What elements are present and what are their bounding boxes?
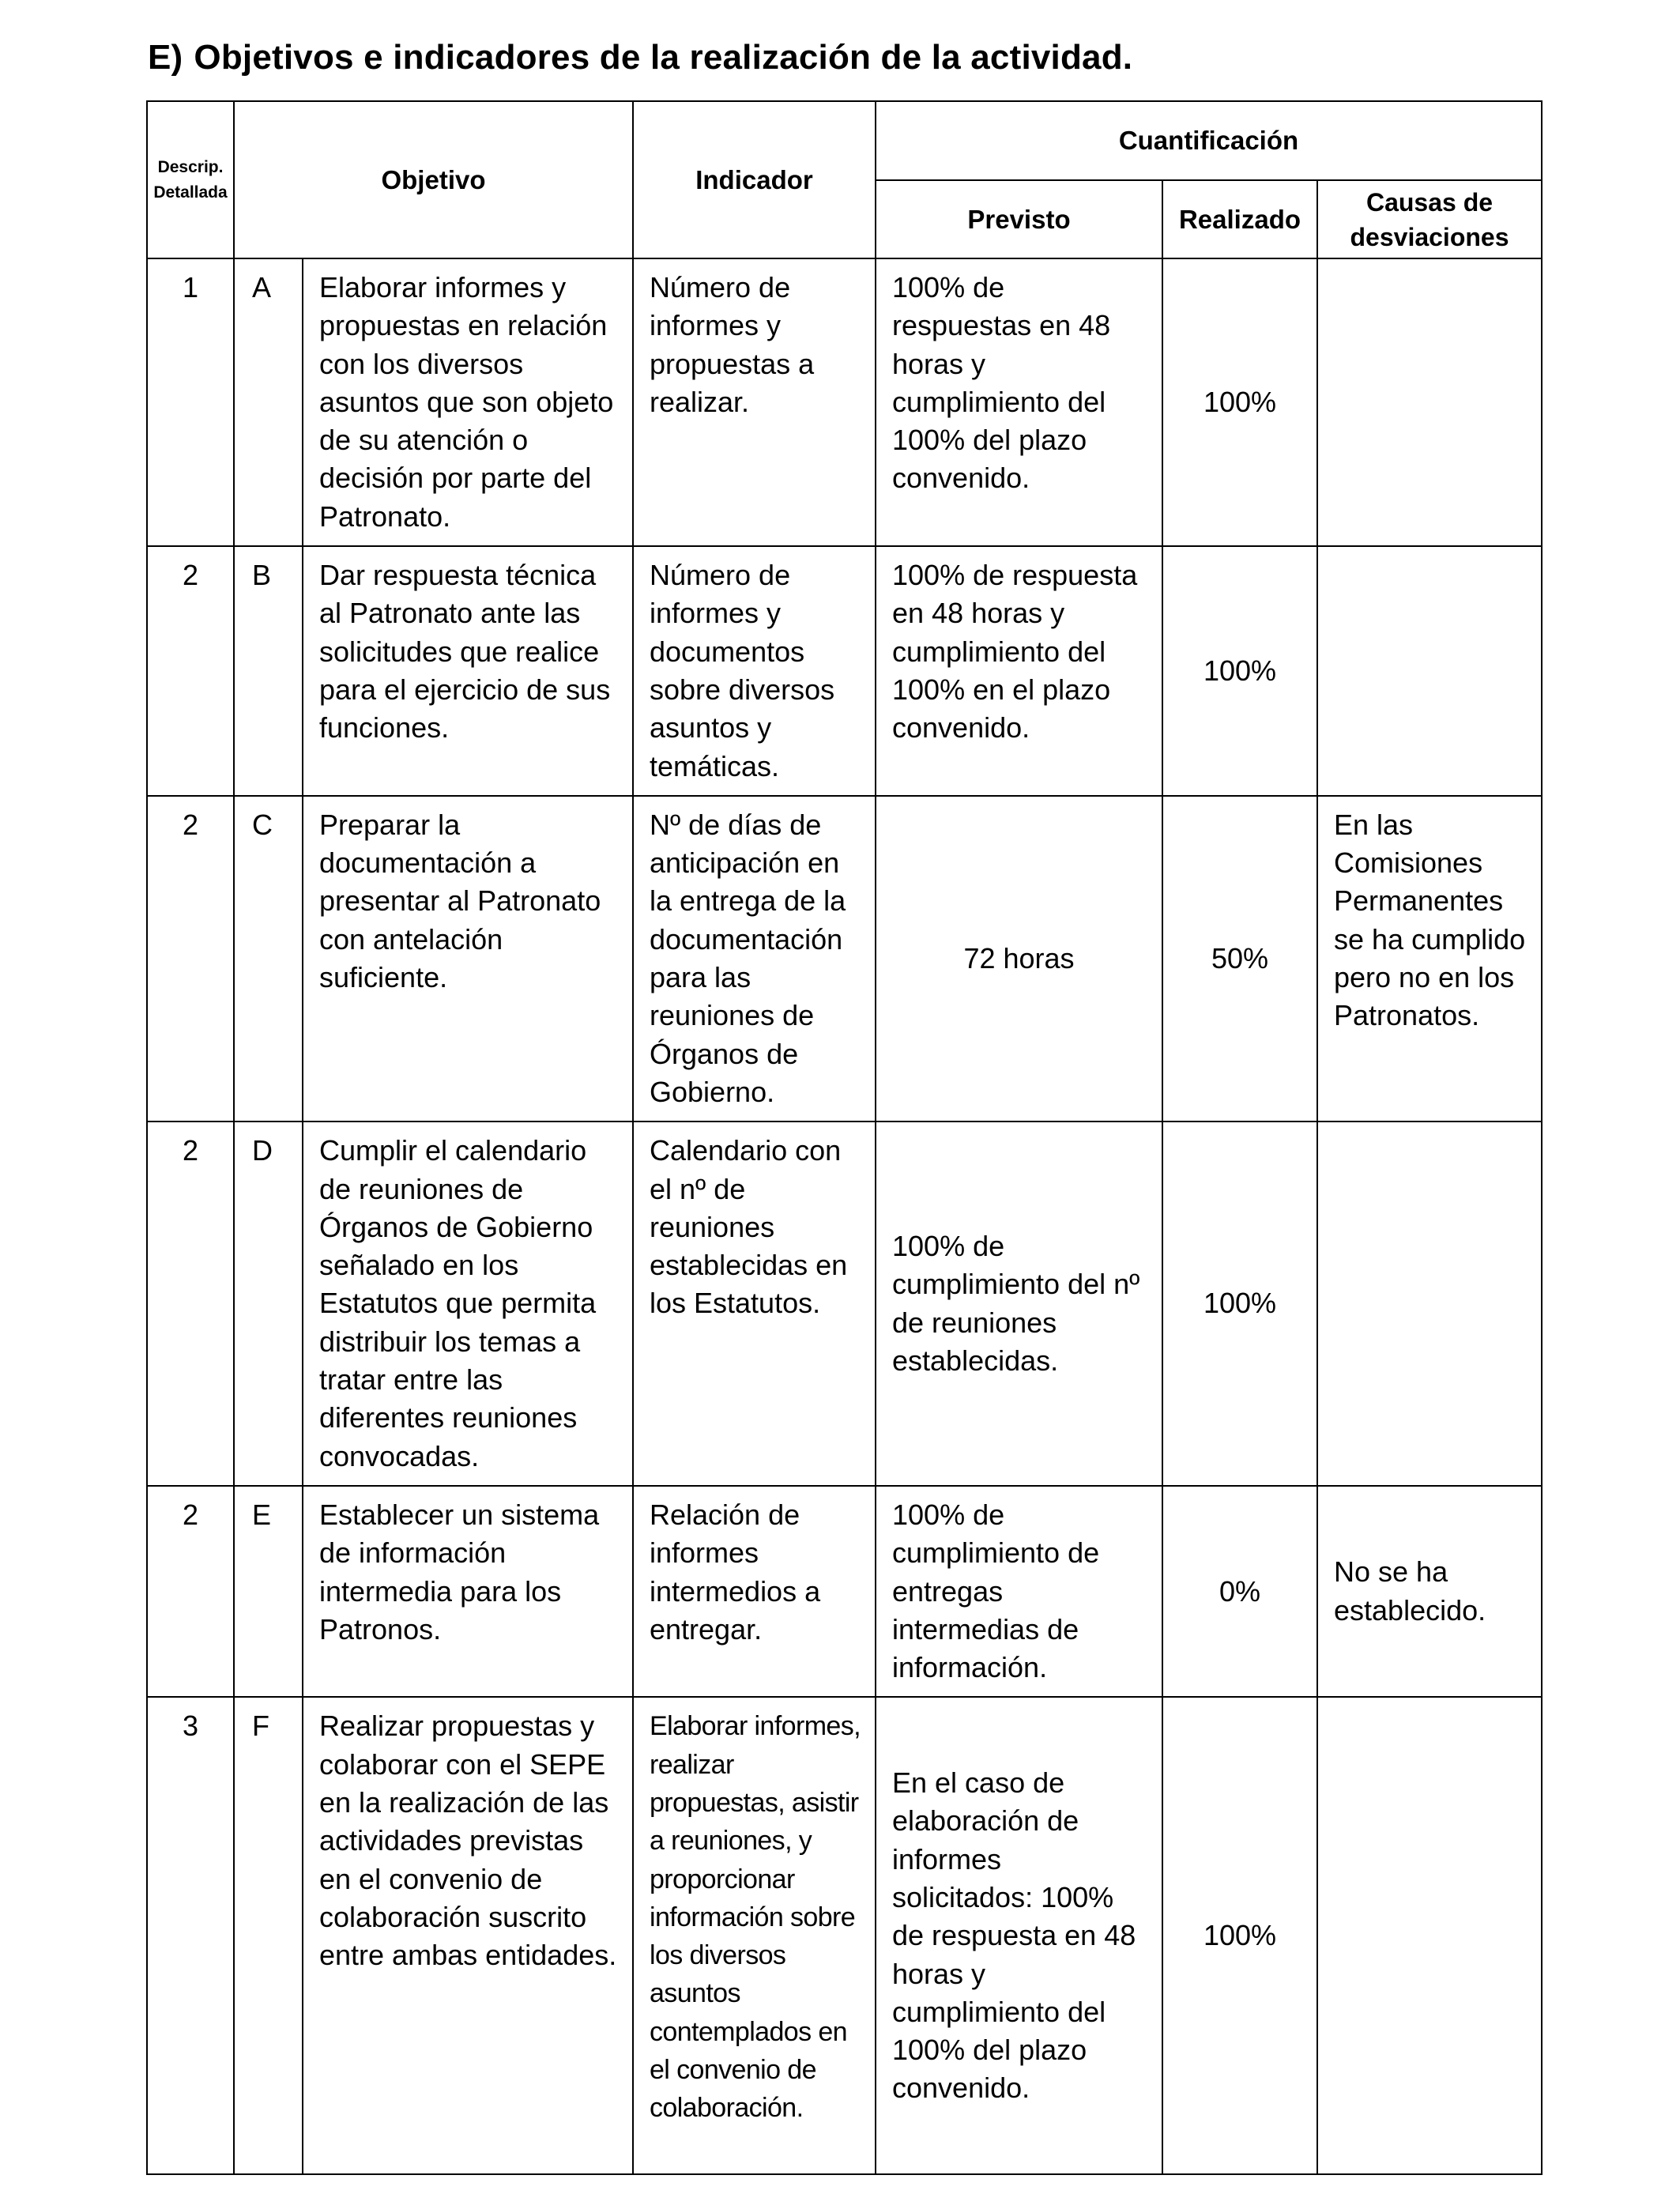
row-indicador: Elaborar informes, realizar propuestas, asistir a reuniones, y proporcionar información sobre los diversos asuntos contemplados en el convenio de colaboración. <box>633 1697 876 2174</box>
row-objetivo: Elaborar informes y propuestas en relación con los diversos asuntos que son objeto de su atención o decisión por parte del Patronato. <box>303 258 633 546</box>
table-row <box>147 258 1542 546</box>
section-letter: E) <box>148 38 183 77</box>
row-indicador: Número de informes y documentos sobre diversos asuntos y temáticas. <box>633 546 876 796</box>
row-causas <box>1317 1697 1542 2174</box>
header-descrip-line1: Descrip. <box>157 157 224 176</box>
section-title: Objetivos e indicadores de la realización de la actividad. <box>194 38 1133 77</box>
row-letter: E <box>234 1486 303 1697</box>
row-realizado: 50% <box>1162 796 1317 1122</box>
row-causas: En las Comisiones Permanentes se ha cumplido pero no en los Patronatos. <box>1317 796 1542 1122</box>
header-causas-line2: desviaciones <box>1350 222 1509 251</box>
table-row <box>147 1486 1542 1697</box>
row-indicador: Número de informes y propuestas a realizar. <box>633 258 876 546</box>
row-causas <box>1317 546 1542 796</box>
header-realizado: Realizado <box>1162 180 1317 258</box>
header-descrip <box>147 101 234 258</box>
row-number: 1 <box>147 258 234 546</box>
row-letter: A <box>234 258 303 546</box>
row-number: 3 <box>147 1697 234 2174</box>
row-causas: No se ha establecido. <box>1317 1486 1542 1697</box>
row-objetivo: Preparar la documentación a presentar al Patronato con antelación suficiente. <box>303 796 633 1122</box>
row-previsto: 100% de respuesta en 48 horas y cumplimiento del 100% en el plazo convenido. <box>876 546 1162 796</box>
header-cuantificacion: Cuantificación <box>876 101 1542 180</box>
header-row-top <box>147 101 1542 180</box>
header-causas <box>1317 180 1542 258</box>
row-indicador: Calendario con el nº de reuniones establecidas en los Estatutos. <box>633 1122 876 1486</box>
table-row <box>147 546 1542 796</box>
row-objetivo: Dar respuesta técnica al Patronato ante las solicitudes que realice para el ejercicio de sus funciones. <box>303 546 633 796</box>
header-indicador: Indicador <box>633 101 876 258</box>
row-realizado: 100% <box>1162 1122 1317 1486</box>
row-objetivo: Realizar propuestas y colaborar con el SEPE en la realización de las actividades previstas en el convenio de colaboración suscrito entre ambas entidades. <box>303 1697 633 2174</box>
row-causas <box>1317 258 1542 546</box>
table-row <box>147 796 1542 1122</box>
row-realizado: 100% <box>1162 546 1317 796</box>
row-number: 2 <box>147 1486 234 1697</box>
row-number: 2 <box>147 546 234 796</box>
row-letter: B <box>234 546 303 796</box>
row-previsto: 72 horas <box>876 796 1162 1122</box>
row-previsto: 100% de respuestas en 48 horas y cumplimiento del 100% del plazo convenido. <box>876 258 1162 546</box>
header-descrip-line2: Detallada <box>153 183 228 202</box>
row-letter: C <box>234 796 303 1122</box>
header-objetivo: Objetivo <box>234 101 633 258</box>
section-heading <box>148 38 1132 77</box>
objectives-table <box>146 100 1543 2175</box>
row-previsto: 100% de cumplimiento del nº de reuniones establecidas. <box>876 1122 1162 1486</box>
row-objetivo: Cumplir el calendario de reuniones de Órganos de Gobierno señalado en los Estatutos que permita distribuir los temas a tratar entre las diferentes reuniones convocadas. <box>303 1122 633 1486</box>
row-previsto: En el caso de elaboración de informes solicitados: 100% de respuesta en 48 horas y cumplimiento del 100% del plazo convenido. <box>876 1697 1162 2174</box>
table-row <box>147 1122 1542 1486</box>
row-previsto: 100% de cumplimiento de entregas intermedias de información. <box>876 1486 1162 1697</box>
row-letter: F <box>234 1697 303 2174</box>
header-causas-line1: Causas de <box>1365 187 1494 217</box>
row-causas <box>1317 1122 1542 1486</box>
table-row <box>147 1697 1542 2174</box>
row-number: 2 <box>147 796 234 1122</box>
row-realizado: 100% <box>1162 1697 1317 2174</box>
row-indicador: Relación de informes intermedios a entregar. <box>633 1486 876 1697</box>
row-number: 2 <box>147 1122 234 1486</box>
row-objetivo: Establecer un sistema de información intermedia para los Patronos. <box>303 1486 633 1697</box>
row-realizado: 100% <box>1162 258 1317 546</box>
row-letter: D <box>234 1122 303 1486</box>
row-indicador: Nº de días de anticipación en la entrega de la documentación para las reuniones de Órganos de Gobierno. <box>633 796 876 1122</box>
row-realizado: 0% <box>1162 1486 1317 1697</box>
header-previsto: Previsto <box>876 180 1162 258</box>
